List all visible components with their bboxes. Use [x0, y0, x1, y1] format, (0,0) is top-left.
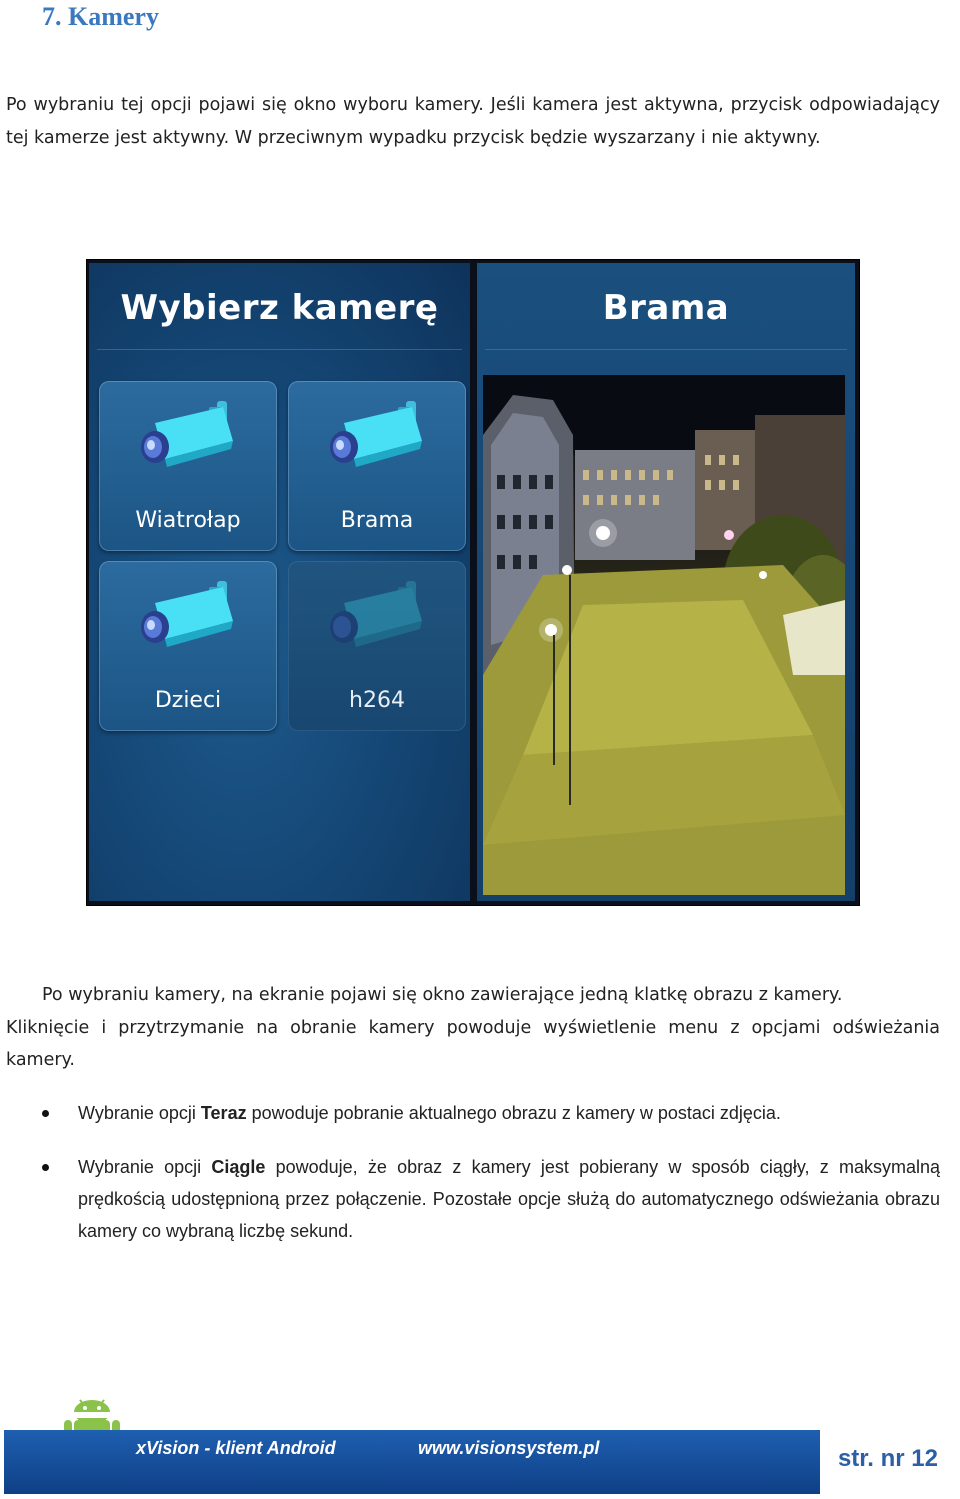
camera-button-dzieci[interactable] [99, 561, 277, 731]
bullet-item-teraz [40, 1097, 940, 1129]
footer-brand: xVision - klient Android [136, 1438, 336, 1458]
bullet-icon [42, 1110, 49, 1117]
bullet-pre: Wybranie opcji [78, 1103, 201, 1123]
camera-button-wiatrolap[interactable] [99, 381, 277, 551]
camera-icon [322, 401, 432, 473]
camera-label: Dzieci [154, 688, 222, 713]
page-number: str. nr 12 [837, 1445, 938, 1472]
bullet-pre: Wybranie opcji [78, 1157, 212, 1177]
bullet-post: powoduje, że obraz z kamery jest pobierany w sposób ciągły, z maksymalną prędkością udostępnioną przez połączenie. Pozostałe opcje służą do automatycznego odświeżania obrazu kamery co wybraną liczbę sekund. [78, 1157, 941, 1241]
title-divider [97, 349, 462, 350]
bullet-post: powoduje pobranie aktualnego obrazu z kamery w postaci zdjęcia. [246, 1103, 781, 1123]
camera-select-title: Wybierz kamerę [120, 288, 439, 328]
camera-view-line1: Po wybraniu kamery, na ekranie pojawi się okno zawierające jedną klatkę obrazu z kamery. [42, 985, 843, 1005]
camera-label: Brama [340, 508, 414, 533]
option-ciagle-list [40, 1151, 940, 1247]
option-name: Teraz [200, 1103, 247, 1123]
section-heading: 7. Kamery [42, 2, 159, 31]
bullet-icon [42, 1164, 49, 1171]
camera-view-rest: Kliknięcie i przytrzymanie na obranie kamery powoduje wyświetlenie menu z opcjami odświeżania kamery. [6, 1017, 940, 1070]
option-teraz-list [40, 1097, 940, 1129]
camera-icon [133, 581, 243, 653]
camera-frame-image[interactable] [483, 375, 845, 895]
intro-paragraph: Po wybraniu tej opcji pojawi się okno wyboru kamery. Jeśli kamera jest aktywna, przycisk odpowiadający tej kamerze jest aktywny. W przeciwnym wypadku przycisk będzie wyszarzany i nie aktywny. [6, 95, 940, 148]
camera-button-brama[interactable] [288, 381, 466, 551]
camera-select-panel [89, 263, 470, 901]
footer-website[interactable]: www.visionsystem.pl [418, 1438, 600, 1458]
app-screenshot [86, 259, 860, 906]
page-footer [4, 1430, 956, 1494]
camera-view-title: Brama [602, 288, 730, 328]
page-number-block [820, 1430, 956, 1494]
option-name: Ciągle [211, 1157, 266, 1177]
night-square-photo [483, 375, 845, 895]
camera-label: h264 [349, 688, 405, 713]
camera-view-panel [477, 263, 855, 901]
camera-view-paragraph [6, 979, 940, 1077]
camera-icon [133, 401, 243, 473]
camera-button-h264[interactable] [288, 561, 466, 731]
camera-icon-disabled [322, 581, 432, 653]
bullet-item-ciagle [40, 1151, 940, 1247]
camera-label: Wiatrołap [135, 508, 241, 533]
title-divider [485, 349, 847, 350]
